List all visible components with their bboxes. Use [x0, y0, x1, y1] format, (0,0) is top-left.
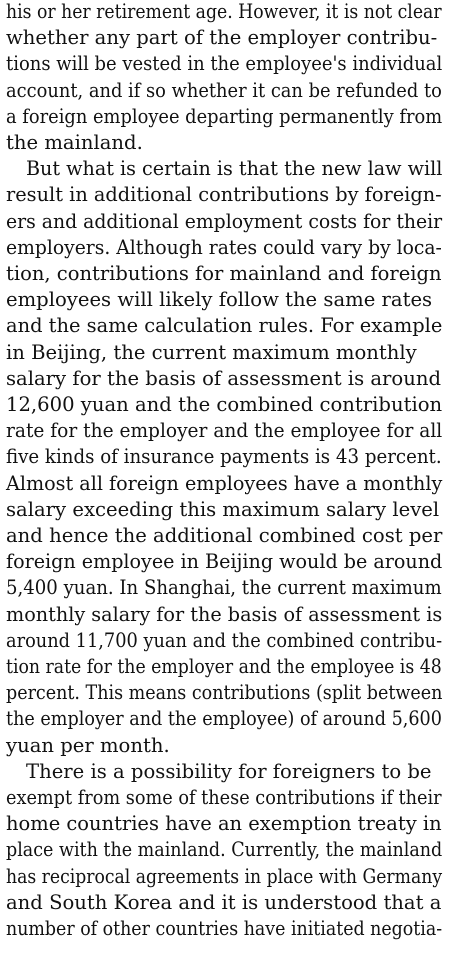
article-line: percent. This means contributions (split between [6, 681, 443, 705]
article-line: employees will likely follow the same rates [6, 288, 433, 312]
article-line: 5,400 yuan. In Shanghai, the current maximum [6, 576, 442, 600]
article-line: five kinds of insurance payments is 43 percent. [6, 445, 442, 469]
article-line: yuan per month. [6, 733, 170, 757]
article-line: around 11,700 yuan and the combined contribu- [6, 628, 443, 652]
article-line: a foreign employee departing permanently from [6, 104, 443, 128]
article-line: his or her retirement age. However, it is not clear [6, 0, 442, 23]
article-line: employers. Although rates could vary by loca- [6, 235, 442, 259]
article-line: salary exceeding this maximum salary level [6, 497, 440, 521]
article-line: in Beijing, the current maximum monthly [6, 340, 417, 364]
article-line: exempt from some of these contributions if their [6, 786, 442, 809]
article-line: tion rate for the employer and the employee is 48 [6, 655, 442, 678]
article-line: the mainland. [6, 131, 143, 154]
article-line: and the same calculation rules. For example [6, 314, 443, 338]
article-line: tions will be vested in the employee's individual [6, 52, 443, 76]
article-line: There is a possibility for foreigners to be [26, 759, 432, 783]
article-line: But what is certain is that the new law will [26, 157, 443, 181]
article-line: and hence the additional combined cost per [6, 524, 443, 547]
article-line: has reciprocal agreements in place with Germany [6, 864, 443, 888]
article-line: salary for the basis of assessment is around [6, 366, 441, 390]
article-line: Almost all foreign employees have a monthly [6, 471, 443, 495]
article-line: foreign employee in Beijing would be around [6, 550, 443, 574]
article-line: the employer and the employee) of around 5,600 [6, 707, 442, 731]
article-line: and South Korea and it is understood that a [6, 890, 442, 914]
article-line: whether any part of the employer contribu- [6, 26, 438, 50]
article-line: monthly salary for the basis of assessment is [6, 602, 443, 626]
article-line: result in additional contributions by foreign- [6, 183, 442, 207]
article-line: 12,600 yuan and the combined contribution [6, 393, 443, 416]
article-line: place with the mainland. Currently, the mainland [6, 838, 443, 862]
article-line: rate for the employer and the employee for all [6, 419, 443, 443]
article-line: ers and additional employment costs for their [6, 209, 443, 233]
article-line: account, and if so whether it can be refunded to [6, 78, 442, 102]
article-line: home countries have an exemption treaty in [6, 812, 442, 836]
article-line: number of other countries have initiated negotia- [6, 917, 443, 940]
article-line: tion, contributions for mainland and foreign [6, 262, 442, 285]
